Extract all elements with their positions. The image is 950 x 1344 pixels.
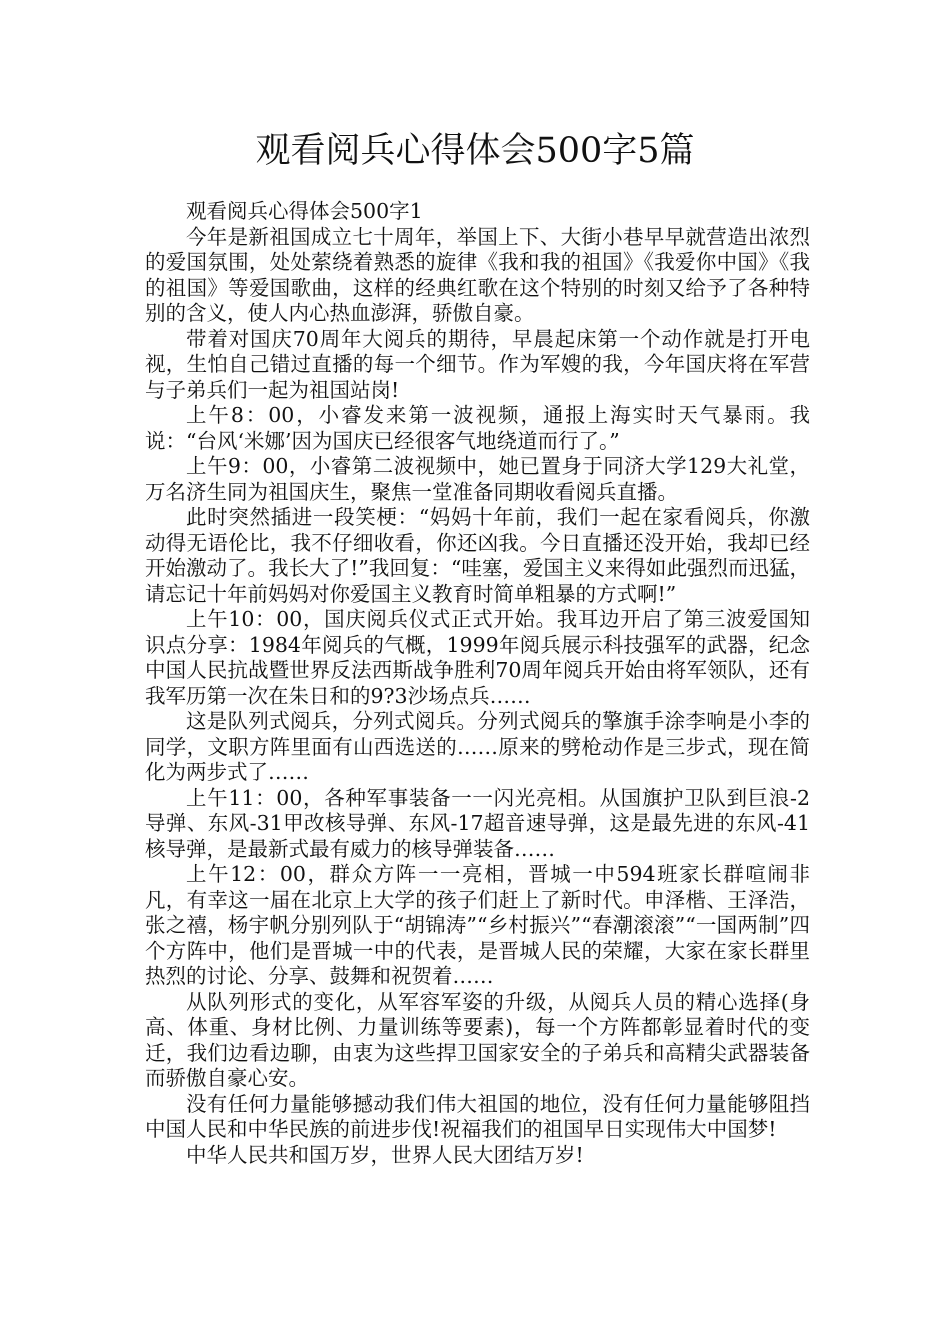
paragraph: 中华人民共和国万岁，世界人民大团结万岁!: [186, 1142, 584, 1167]
paragraph: 这是队列式阅兵，分列式阅兵。分列式阅兵的擎旗手涂李响是小李的同学，文职方阵里面有山西选送的……原来的劈枪动作是三步式，现在简化为两步式了……: [145, 709, 810, 784]
paragraph: 从队列形式的变化，从军容军姿的升级，从阅兵人员的精心选择(身高、体重、身材比例、力量训练等要素)，每一个方阵都彰显着时代的变迁，我们边看边聊，由衷为这些捍卫国家安全的子弟兵和高精尖武器装备而骄傲自豪心安。: [145, 989, 810, 1090]
section-heading: 观看阅兵心得体会500字1: [186, 199, 423, 223]
paragraph: 没有任何力量能够撼动我们伟大祖国的地位，没有任何力量能够阻挡中国人民和中华民族的前进步伐!祝福我们的祖国早日实现伟大中国梦!: [145, 1091, 810, 1141]
paragraph: 上午11：00，各种军事装备一一闪光亮相。从国旗护卫队到巨浪-2导弹、东风-31甲改核导弹、东风-17超音速导弹，这是最先进的东风-41核导弹，是最新式最有威力的核导弹装备……: [145, 785, 810, 861]
paragraph: 带着对国庆70周年大阅兵的期待，早晨起床第一个动作就是打开电视，生怕自己错过直播的每一个细节。作为军嫂的我，今年国庆将在军营与子弟兵们一起为祖国站岗!: [145, 326, 810, 402]
document-body: [145, 199, 810, 1168]
paragraph: 此时突然插进一段笑梗：“妈妈十年前，我们一起在家看阅兵，你激动得无语伦比，我不仔细收看，你还凶我。今日直播还没开始，我却已经开始激动了。我长大了!”我回复：“哇塞，爱国主义来得如此强烈而迅猛，请忘记十年前妈妈对你爱国主义教育时简单粗暴的方式啊!”: [145, 505, 810, 606]
document-title: 观看阅兵心得体会500字5篇: [255, 131, 695, 171]
paragraph: 上午8：00，小睿发来第一波视频，通报上海实时天气暴雨。我说：“台风‘米娜’因为国庆已经很客气地绕道而行了。”: [145, 403, 810, 453]
paragraph: 今年是新祖国成立七十周年，举国上下、大街小巷早早就营造出浓烈的爱国氛围，处处萦绕着熟悉的旋律《我和我的祖国》《我爱你中国》《我的祖国》等爱国歌曲，这样的经典红歌在这个特别的时刻又给予了各种特别的含义，使人内心热血澎湃，骄傲自豪。: [145, 224, 810, 325]
paragraph: 上午12：00，群众方阵一一亮相，晋城一中594班家长群喧闹非凡，有幸这一届在北京上大学的孩子们赶上了新时代。申泽楷、王泽浩，张之禧，杨宇帆分别列队于“胡锦涛”“乡村振兴”“春潮滚滚”“一国两制”四个方阵中，他们是晋城一中的代表，是晋城人民的荣耀，大家在家长群里热烈的讨论、分享、鼓舞和祝贺着……: [145, 862, 810, 988]
paragraph: 上午9：00，小睿第二波视频中，她已置身于同济大学129大礼堂，万名济生同为祖国庆生，聚焦一堂准备同期收看阅兵直播。: [145, 454, 810, 504]
paragraph: 上午10：00，国庆阅兵仪式正式开始。我耳边开启了第三波爱国知识点分享：1984年阅兵的气概，1999年阅兵展示科技强军的武器，纪念中国人民抗战暨世界反法西斯战争胜利70周年阅兵开始由将军领队，还有我军历第一次在朱日和的9?3沙场点兵……: [145, 607, 810, 708]
